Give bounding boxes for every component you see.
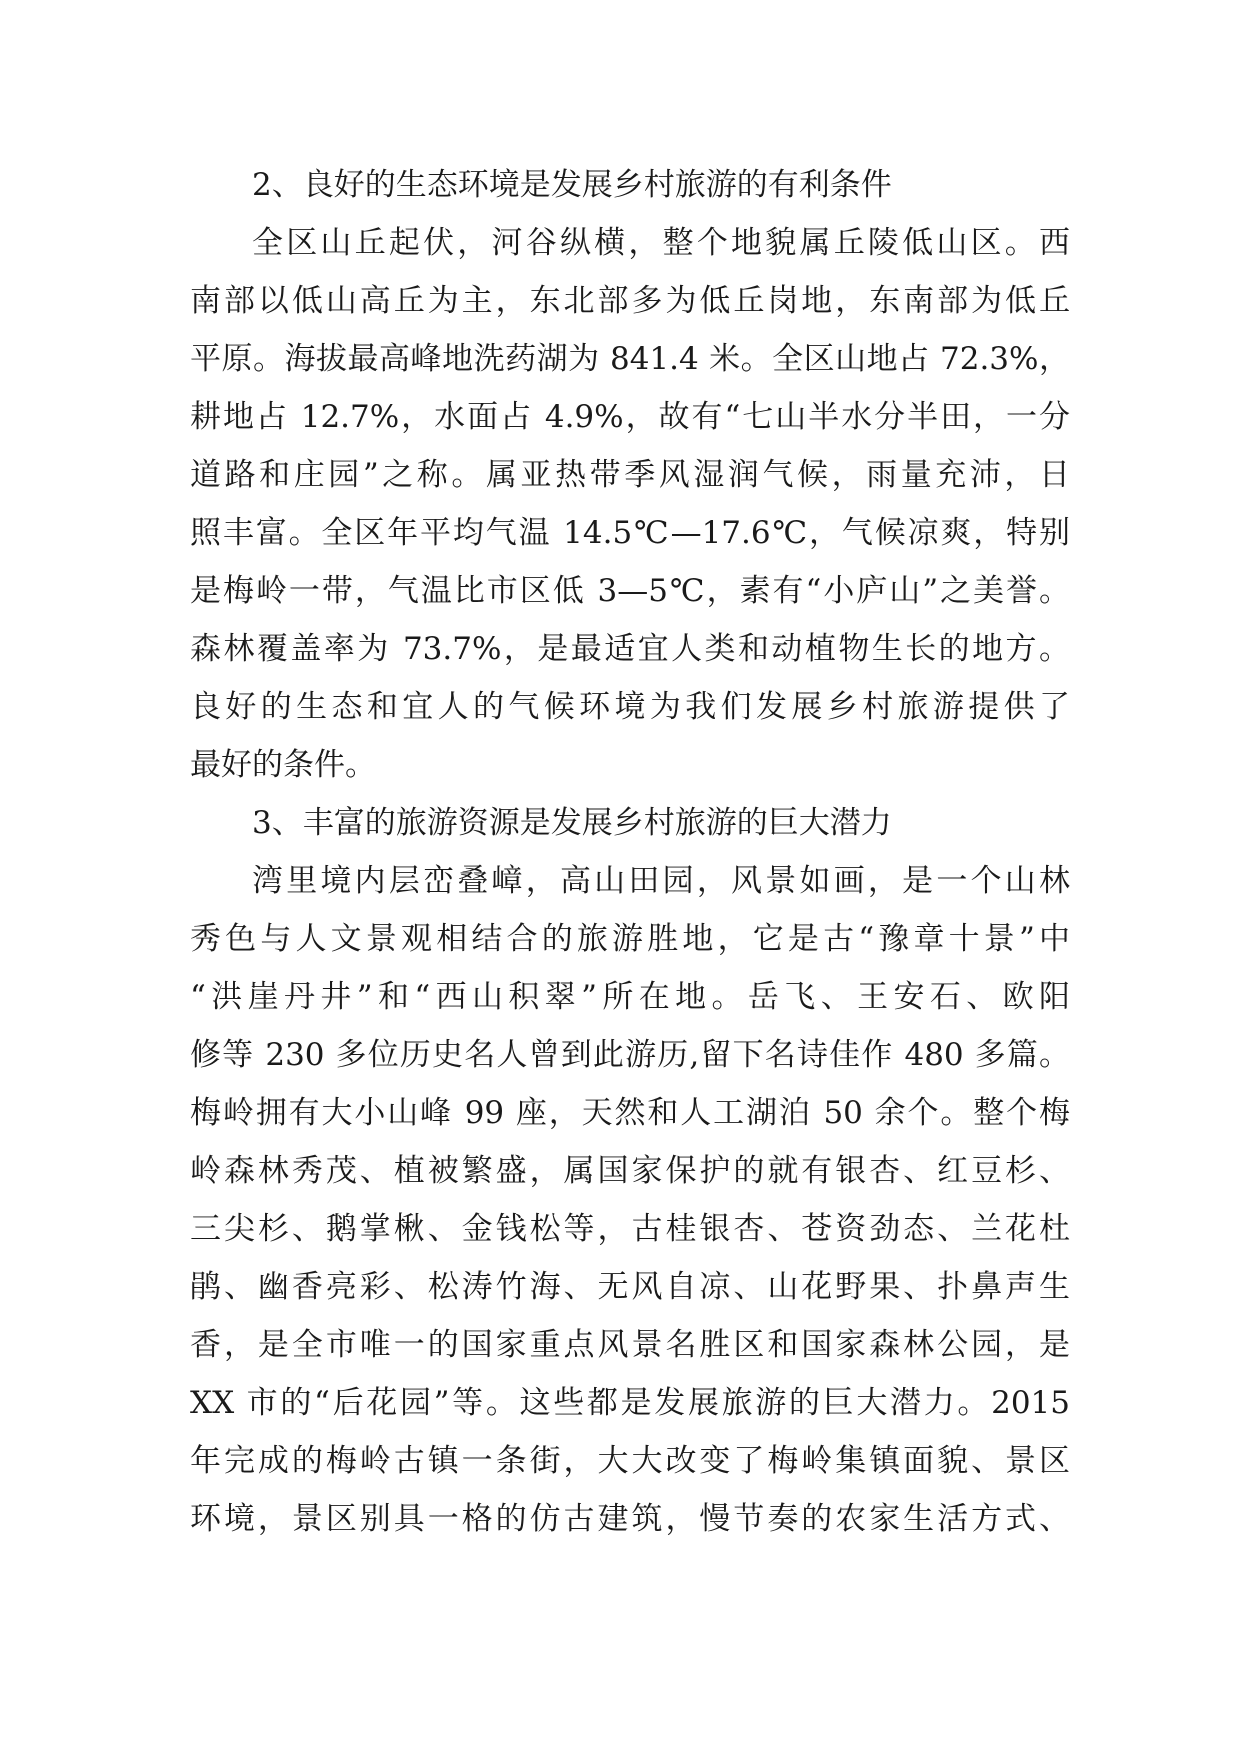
section-2-line-10: 最好的条件。	[190, 747, 376, 783]
section-2-line-1: 全区山丘起伏，河谷纵横，整个地貌属丘陵低山区。西	[252, 225, 1070, 261]
section-2-line-3: 平原。海拔最高峰地洗药湖为 841.4 米。全区山地占 72.3%，	[190, 341, 1070, 377]
section-2-line-9: 良好的生态和宜人的气候环境为我们发展乡村旅游提供了	[190, 689, 1070, 725]
section-3-line-8: 鹃、幽香亮彩、松涛竹海、无风自凉、山花野果、扑鼻声生	[190, 1269, 1070, 1305]
section-3-line-11: 年完成的梅岭古镇一条街，大大改变了梅岭集镇面貌、景区	[190, 1443, 1070, 1479]
section-3-line-1: 湾里境内层峦叠嶂，高山田园，风景如画，是一个山林	[252, 863, 1070, 899]
section-3-line-5: 梅岭拥有大小山峰 99 座，天然和人工湖泊 50 余个。整个梅	[190, 1095, 1070, 1131]
section-3-line-2: 秀色与人文景观相结合的旅游胜地，它是古“豫章十景”中	[190, 921, 1070, 957]
section-2-line-4: 耕地占 12.7%，水面占 4.9%，故有“七山半水分半田，一分	[190, 399, 1070, 435]
section-3-line-10: XX 市的“后花园”等。这些都是发展旅游的巨大潜力。2015	[190, 1385, 1070, 1421]
section-3-line-7: 三尖杉、鹅掌楸、金钱松等，古桂银杏、苍资劲态、兰花杜	[190, 1211, 1070, 1247]
document-body	[190, 156, 1070, 1548]
section-3-line-6: 岭森林秀茂、植被繁盛，属国家保护的就有银杏、红豆杉、	[190, 1153, 1070, 1189]
section-2-line-5: 道路和庄园”之称。属亚热带季风湿润气候，雨量充沛，日	[190, 457, 1070, 493]
section-2-line-8: 森林覆盖率为 73.7%，是最适宜人类和动植物生长的地方。	[190, 631, 1070, 667]
section-3-line-4: 修等 230 多位历史名人曾到此游历,留下名诗佳作 480 多篇。	[190, 1037, 1070, 1073]
section-3-line-12: 环境，景区别具一格的仿古建筑，慢节奏的农家生活方式、	[190, 1501, 1070, 1537]
section-2-line-2: 南部以低山高丘为主，东北部多为低丘岗地，东南部为低丘	[190, 283, 1070, 319]
section-3-line-3: “洪崖丹井”和“西山积翠”所在地。岳飞、王安石、欧阳	[190, 979, 1070, 1015]
section-3-heading: 3、丰富的旅游资源是发展乡村旅游的巨大潜力	[252, 805, 892, 841]
section-2-heading: 2、良好的生态环境是发展乡村旅游的有利条件	[252, 167, 892, 203]
section-2-line-7: 是梅岭一带，气温比市区低 3—5℃，素有“小庐山”之美誉。	[190, 573, 1070, 609]
section-2-line-6: 照丰富。全区年平均气温 14.5℃—17.6℃，气候凉爽，特别	[190, 515, 1070, 551]
section-3-line-9: 香，是全市唯一的国家重点风景名胜区和国家森林公园，是	[190, 1327, 1070, 1363]
